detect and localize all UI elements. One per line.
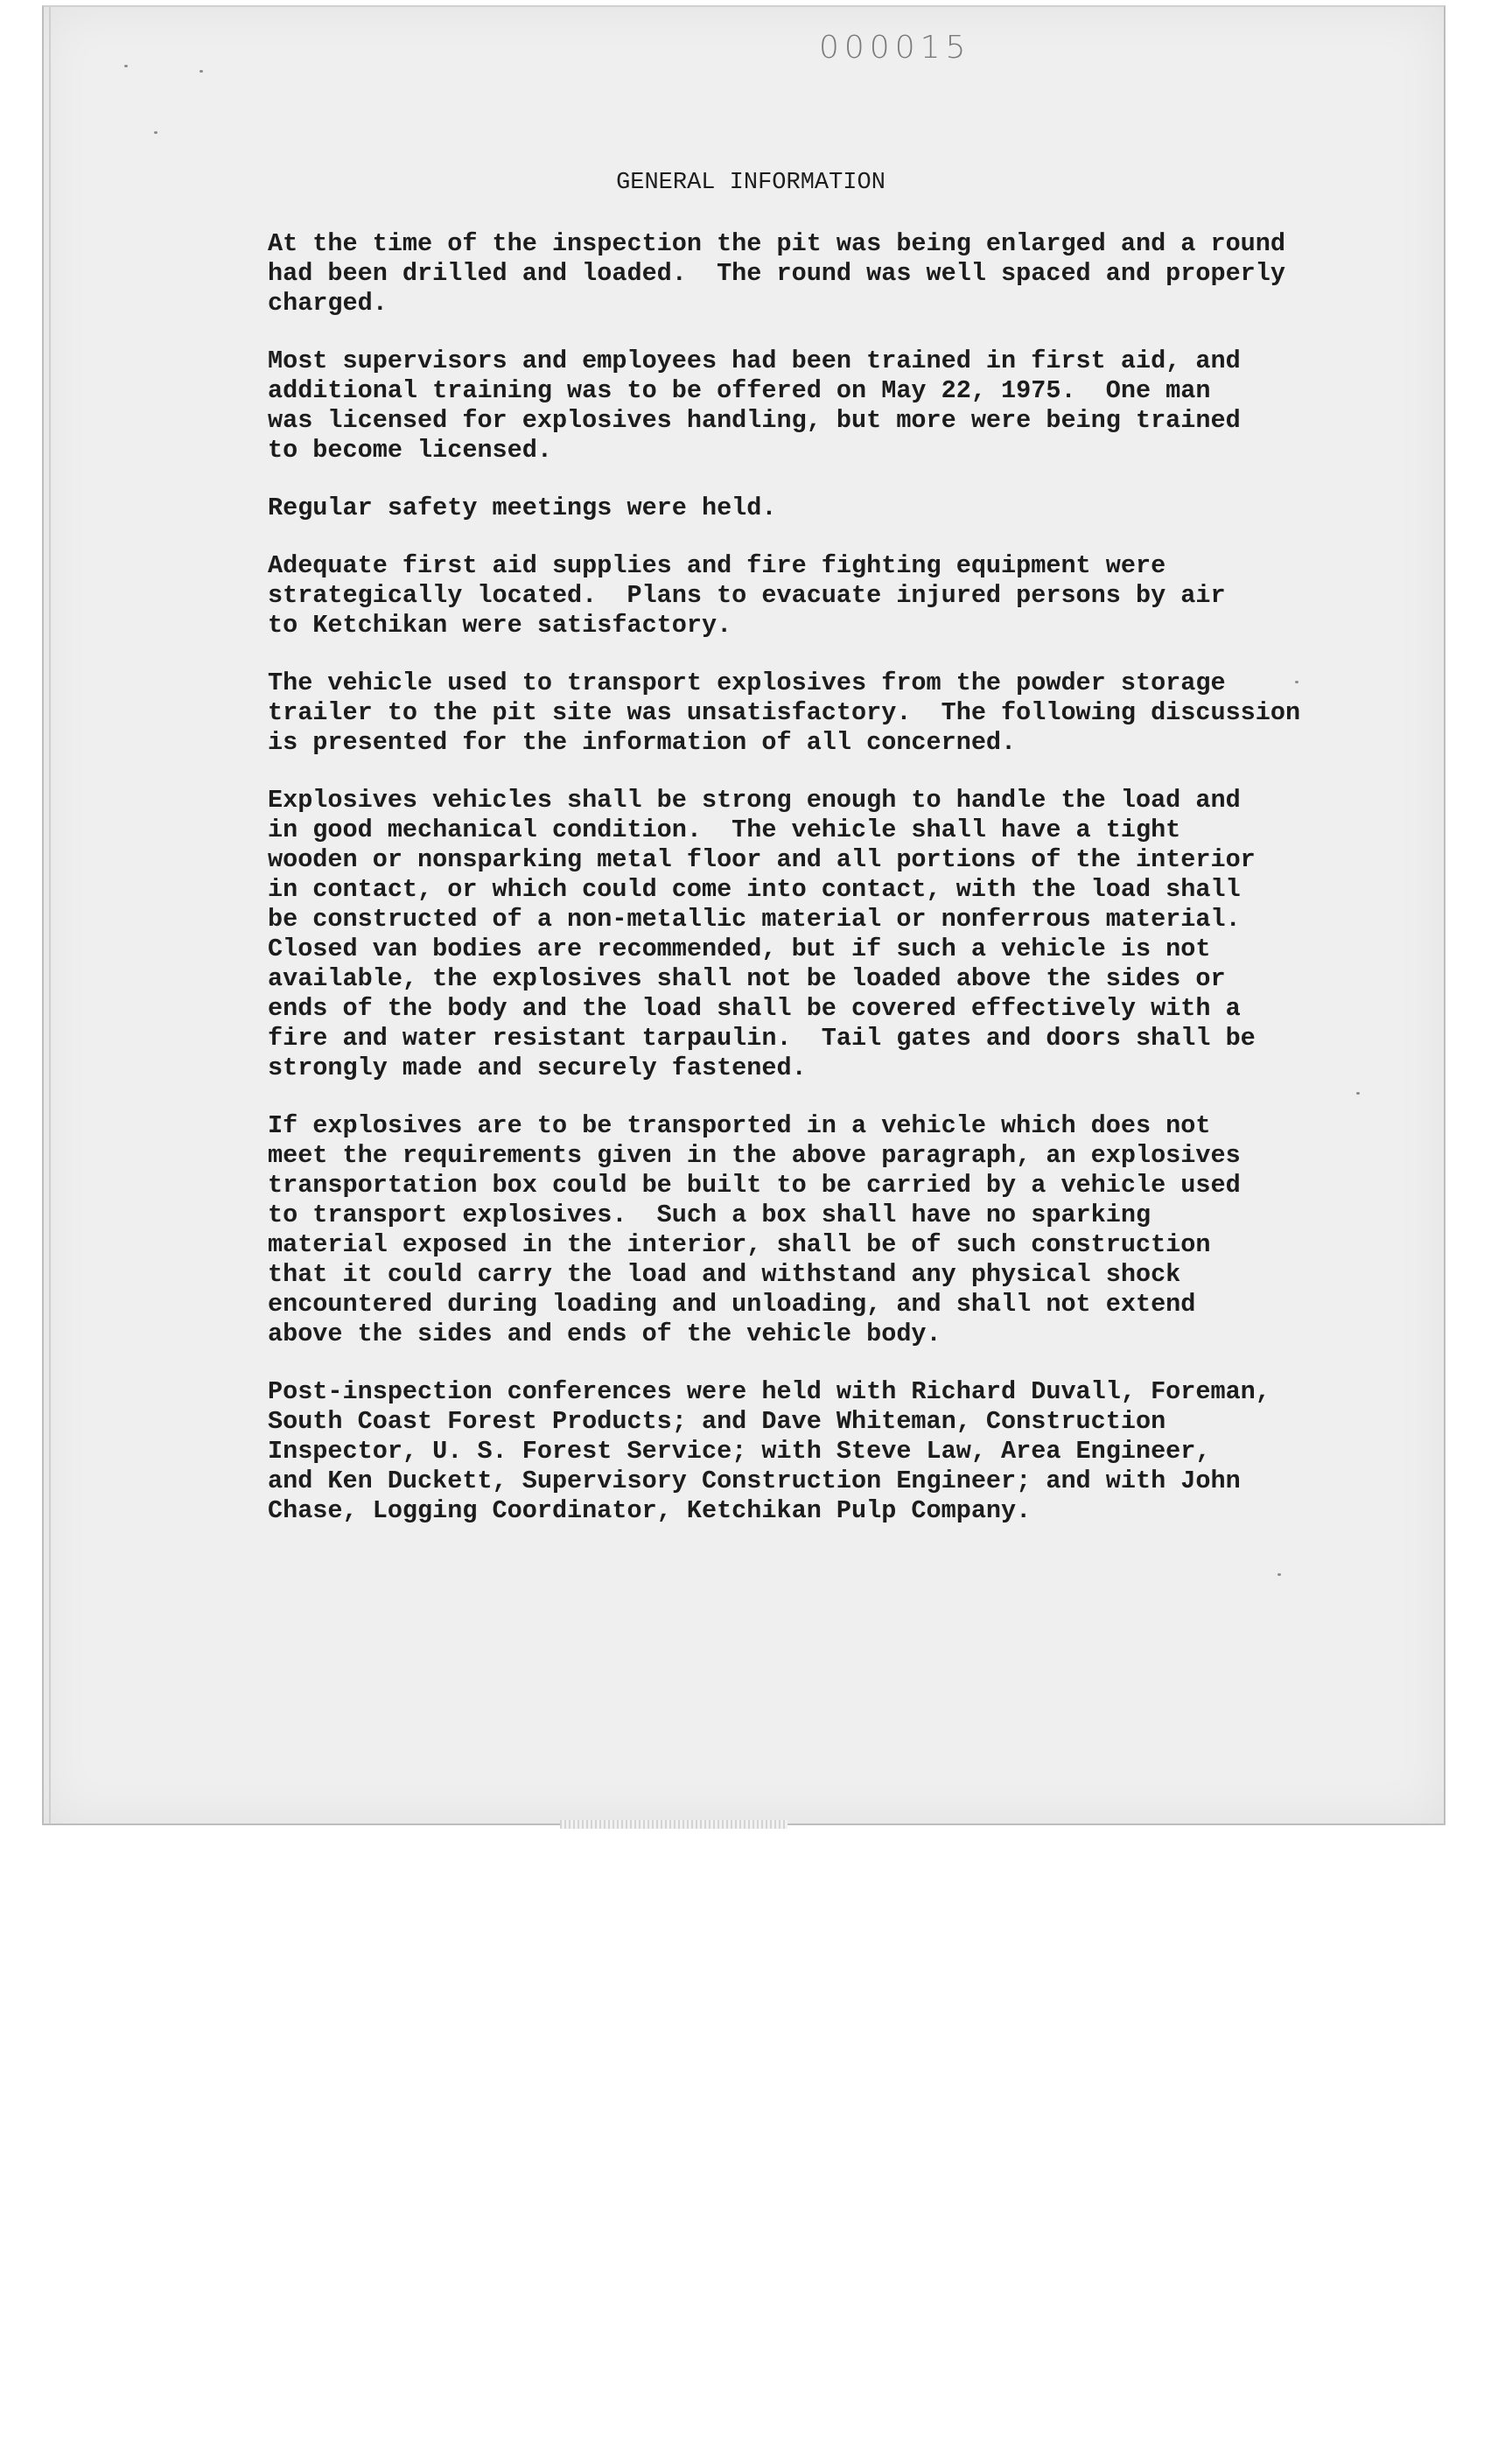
text-line: available, the explosives shall not be loaded above the sides or (268, 964, 1226, 993)
page-title: GENERAL INFORMATION (616, 170, 886, 196)
text-line: material exposed in the interior, shall be of such construction (268, 1230, 1211, 1259)
text-line: charged. (268, 289, 388, 318)
text-line: above the sides and ends of the vehicle body. (268, 1320, 942, 1348)
paragraph (268, 494, 1318, 523)
text-line: If explosives are to be transported in a vehicle which does not (268, 1111, 1211, 1140)
text-line: that it could carry the load and withstand any physical shock (268, 1260, 1181, 1289)
text-line: and Ken Duckett, Supervisory Construction Engineer; and with John (268, 1466, 1241, 1495)
text-line: meet the requirements given in the above paragraph, an explosives (268, 1141, 1241, 1170)
text-line: transportation box could be built to be carried by a vehicle used (268, 1171, 1241, 1200)
text-line: Chase, Logging Coordinator, Ketchikan Pulp Company. (268, 1496, 1032, 1525)
scan-speck (200, 70, 203, 73)
paragraph (268, 551, 1318, 640)
paragraph (268, 346, 1318, 466)
text-line: was licensed for explosives handling, but more were being trained (268, 406, 1241, 435)
text-line: The vehicle used to transport explosives from the powder storage (268, 668, 1226, 697)
text-line: in good mechanical condition. The vehicle shall have a tight (268, 816, 1181, 844)
text-line: to become licensed. (268, 436, 552, 465)
text-line: Most supervisors and employees had been trained in first aid, and (268, 346, 1241, 375)
scan-speck (124, 65, 128, 67)
text-line: South Coast Forest Products; and Dave Whiteman, Construction (268, 1407, 1166, 1436)
text-line: wooden or nonsparking metal floor and all portions of the interior (268, 845, 1256, 874)
text-line: in contact, or which could come into contact, with the load shall (268, 875, 1241, 904)
text-line: Post-inspection conferences were held with Richard Duvall, Foreman, (268, 1377, 1270, 1406)
text-line: fire and water resistant tarpaulin. Tail gates and doors shall be (268, 1024, 1256, 1053)
document-body (268, 229, 1318, 1554)
text-line: Adequate first aid supplies and fire fighting equipment were (268, 551, 1166, 580)
text-line: Inspector, U. S. Forest Service; with Steve Law, Area Engineer, (268, 1437, 1211, 1466)
paragraph (268, 1377, 1318, 1526)
text-line: to Ketchikan were satisfactory. (268, 611, 732, 640)
text-line: strongly made and securely fastened. (268, 1054, 807, 1082)
text-line: encountered during loading and unloading, and shall not extend (268, 1290, 1196, 1319)
paragraph (268, 668, 1318, 758)
page-number: 000015 (819, 30, 971, 66)
scan-speck (1278, 1573, 1281, 1576)
paragraph (268, 229, 1318, 318)
text-line: At the time of the inspection the pit was being enlarged and a round (268, 229, 1285, 258)
scan-speck (154, 131, 158, 134)
text-line: additional training was to be offered on May 22, 1975. One man (268, 376, 1211, 405)
text-line: Explosives vehicles shall be strong enough to handle the load and (268, 786, 1241, 815)
text-line: had been drilled and loaded. The round was well spaced and properly (268, 259, 1285, 288)
text-line: be constructed of a non-metallic material or nonferrous material. (268, 905, 1241, 934)
text-line: to transport explosives. Such a box shall have no sparking (268, 1200, 1152, 1229)
text-line: is presented for the information of all concerned. (268, 728, 1017, 757)
text-line: trailer to the pit site was unsatisfactory. The following discussion (268, 698, 1301, 727)
paragraph (268, 1111, 1318, 1349)
text-line: Closed van bodies are recommended, but if such a vehicle is not (268, 934, 1211, 963)
paragraph (268, 786, 1318, 1083)
scan-speck (1356, 1092, 1360, 1095)
text-line: ends of the body and the load shall be covered effectively with a (268, 994, 1241, 1023)
text-line: Regular safety meetings were held. (268, 494, 777, 522)
text-line: strategically located. Plans to evacuate injured persons by air (268, 581, 1226, 610)
